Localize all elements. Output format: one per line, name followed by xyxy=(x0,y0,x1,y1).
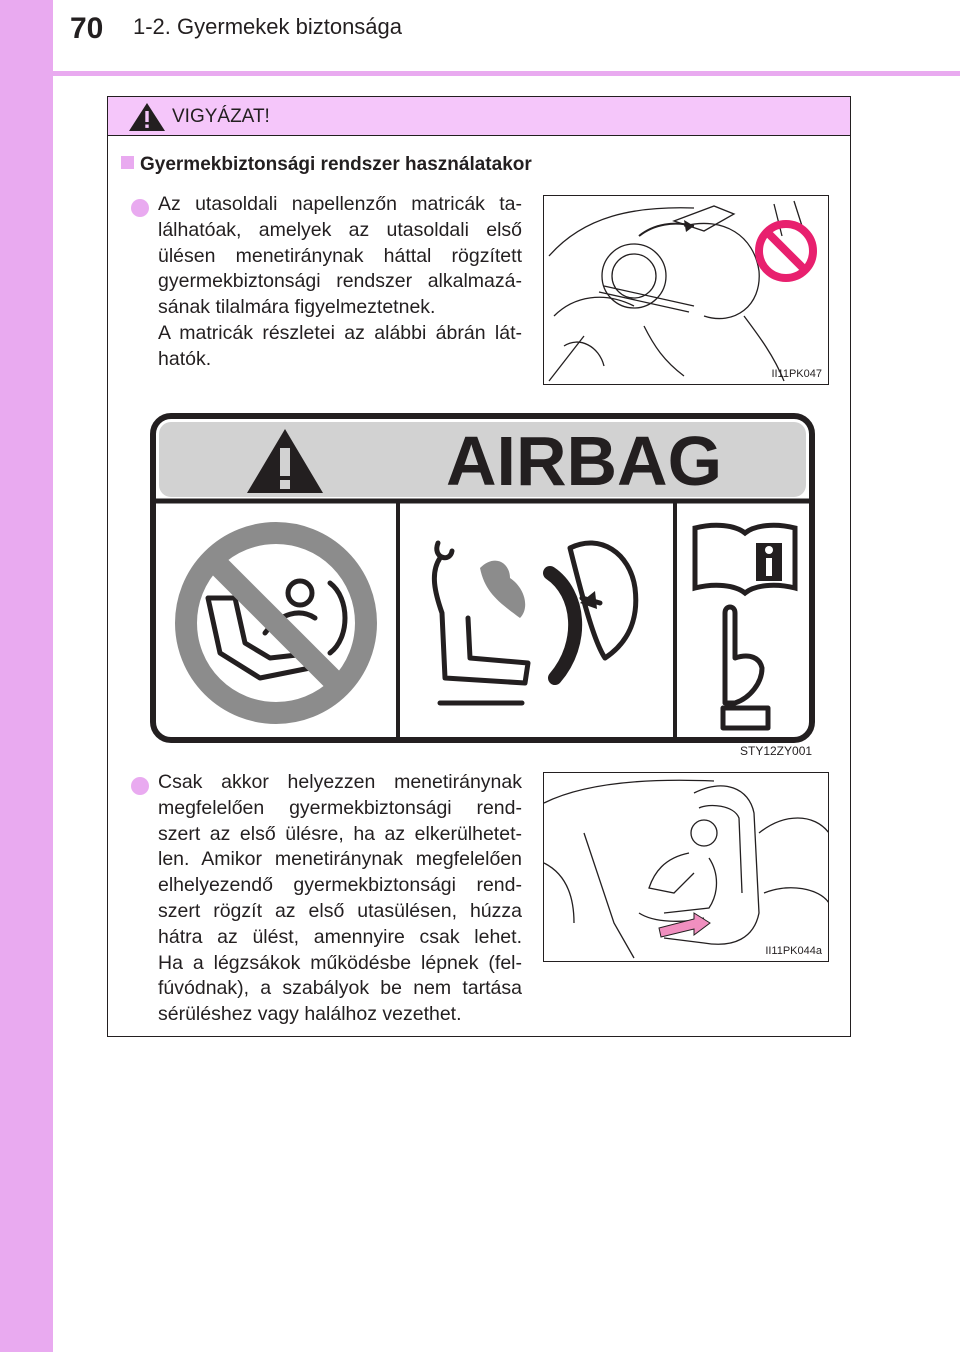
text-line: hatók. xyxy=(158,347,212,370)
page-number: 70 xyxy=(70,12,104,45)
figure3-code: II11PK044a xyxy=(765,945,822,957)
side-tab xyxy=(0,0,53,1352)
square-bullet-icon xyxy=(121,156,134,169)
figure-forward-facing-seat xyxy=(543,772,829,962)
text-line: fúvódnak), a szabályok be nem tartása xyxy=(158,977,522,1000)
text-line: A matricák részletei az alábbi ábrán lát- xyxy=(158,321,522,344)
no-entry-icon xyxy=(759,224,813,278)
text-line: Az utasoldali napellenzőn matricák ta- xyxy=(158,193,522,215)
text-line: megfelelően gyermekbiztonsági rend- xyxy=(158,796,522,819)
text-line: sának tilalmára figyelmeztetnek. xyxy=(158,296,436,319)
caution-label: VIGYÁZAT! xyxy=(172,106,270,127)
text-line: Csak akkor helyezzen menetiránynak xyxy=(158,771,522,793)
text-line: sérüléshez vagy halálhoz vezethet. xyxy=(158,1003,462,1026)
text-line: ülésen menetiránynak háttal rögzített xyxy=(158,244,522,267)
caution-header xyxy=(108,97,850,136)
bullet-dot-icon xyxy=(131,199,149,217)
airbag-label-text: AIRBAG xyxy=(445,422,723,500)
item1-text xyxy=(158,192,522,373)
text-line: Ha a légzsákok működésbe lépnek (fel- xyxy=(158,951,522,974)
text-line: hátra az ülést, amennyire csak lehet. xyxy=(158,925,522,948)
dashboard-illustration xyxy=(544,196,829,385)
text-line: lálhatóak, amelyek az utasoldali első xyxy=(158,218,522,241)
figure1-code: II11PK047 xyxy=(771,368,822,380)
header-rule xyxy=(53,71,960,76)
airbag-warning-label xyxy=(150,413,815,743)
text-line: len. Amikor menetiránynak megfelelően xyxy=(158,848,522,871)
item2-text xyxy=(158,770,522,1028)
text-line: szert rögzít az első utasülésen, húzza xyxy=(158,899,522,922)
figure-sunvisor-airbag xyxy=(543,195,829,385)
caution-box xyxy=(107,96,851,1037)
section-title: 1-2. Gyermekek biztonsága xyxy=(133,14,403,39)
bullet-dot-icon xyxy=(131,777,149,795)
text-line: elhelyezendő gyermekbiztonsági rend- xyxy=(158,874,522,897)
text-line: szert az első ülésre, ha az elkerülhetet- xyxy=(158,822,522,845)
figure2-code: STY12ZY001 xyxy=(740,744,813,758)
subheading-text: Gyermekbiztonsági rendszer használatakor xyxy=(140,154,532,175)
warning-triangle-icon xyxy=(127,102,167,132)
caution-subheading xyxy=(121,154,532,176)
child-seat-illustration xyxy=(544,773,829,962)
text-line: gyermekbiztonsági rendszer alkalmazá- xyxy=(158,270,522,293)
